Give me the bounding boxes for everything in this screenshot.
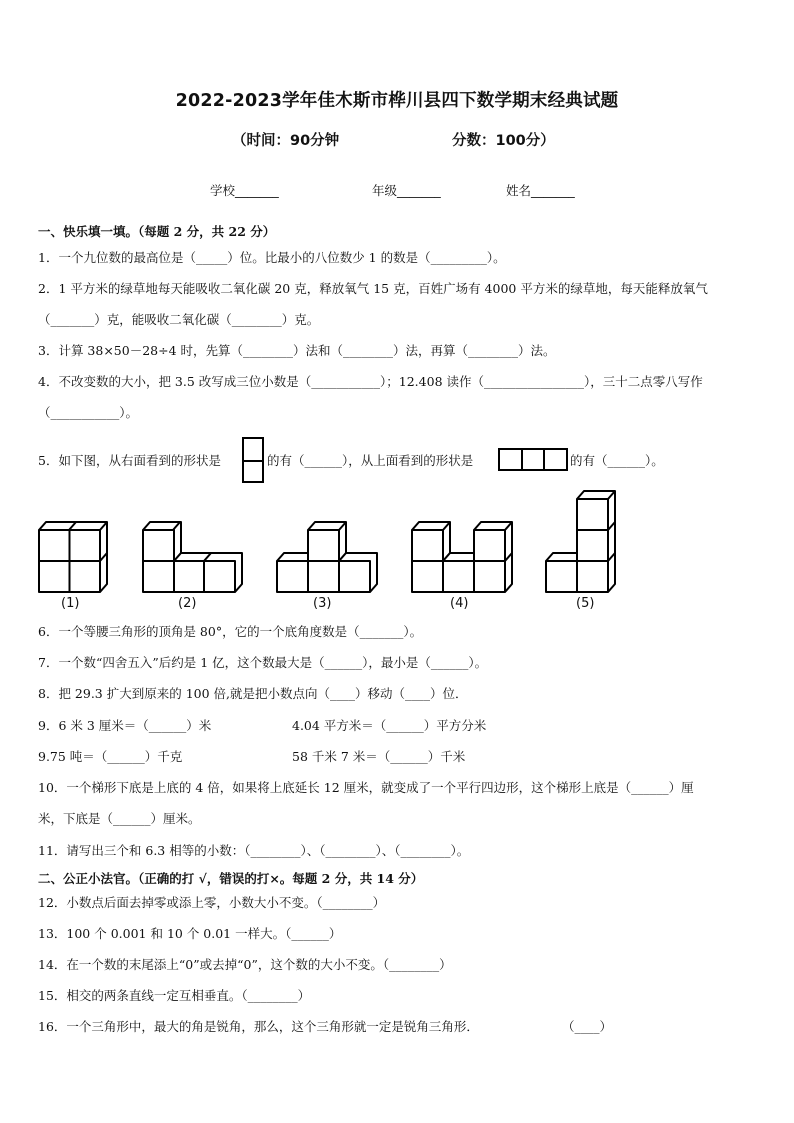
question-8: 8．把 29.3 扩大到原来的 100 倍,就是把小数点向（____）移动（____）位． (38, 686, 468, 701)
figure-5-label: (5) (576, 596, 595, 611)
school-field: 学校_______ (210, 183, 279, 198)
figure-1 (39, 522, 107, 592)
question-14: 14．在一个数的末尾添上“0”或去掉“0”，这个数的大小不变。（________） (38, 957, 452, 972)
figure-3-label: (3) (313, 596, 332, 611)
figure-2 (143, 522, 242, 592)
exam-score: 分数：100分） (452, 133, 555, 149)
figure-1-label: (1) (61, 596, 80, 611)
question-10-line-1: 10．一个梯形下底是上底的 4 倍，如果将上底延长 12 厘米，就变成了一个平行四边形，这个梯形上底是（______）厘 (38, 780, 694, 795)
figure-4 (412, 522, 512, 592)
section-2-heading: 二、公正小法官。（正确的打 √，错误的打×。每题 2 分，共 14 分） (38, 871, 424, 886)
question-7: 7．一个数“四舍五入”后约是 1 亿，这个数最大是（______），最小是（______）。 (38, 655, 488, 670)
question-10-line-2: 米，下底是（______）厘米。 (38, 811, 201, 826)
question-6: 6．一个等腰三角形的顶角是 80°，它的一个底角度数是（_______）。 (38, 624, 423, 639)
name-field: 姓名_______ (506, 183, 575, 198)
section-1-heading: 一、快乐填一填。（每题 2 分，共 22 分） (38, 224, 276, 239)
figure-4-label: (4) (450, 596, 469, 611)
question-5-suffix: 的有（______）。 (570, 453, 664, 468)
question-2-line-2: （_______）克，能吸收二氧化碳（________）克。 (38, 312, 320, 327)
figure-5 (546, 491, 615, 592)
question-9-c: 9.75 吨＝（______）千克 (38, 749, 183, 764)
question-3: 3．计算 38×50－28÷4 时，先算（________）法和（________）法，再算（________）法。 (38, 343, 556, 358)
question-1: 1．一个九位数的最高位是（_____）位。比最小的八位数少 1 的数是（_________）。 (38, 250, 506, 265)
question-16-blank: （____） (562, 1019, 613, 1034)
question-9-b: 4.04 平方米＝（______）平方分米 (292, 718, 487, 733)
right-view-shape (242, 437, 264, 483)
question-5-middle: 的有（______），从上面看到的形状是 (267, 453, 474, 468)
question-12: 12．小数点后面去掉零或添上零，小数大小不变。（________） (38, 895, 386, 910)
question-9-a: 9．6 米 3 厘米＝（______）米 (38, 718, 212, 733)
page-title: 2022-2023学年佳木斯市桦川县四下数学期末经典试题 (175, 91, 619, 111)
question-5-line-2: （___________）。 (38, 405, 139, 420)
top-view-shape (498, 448, 568, 471)
question-11: 11．请写出三个和 6.3 相等的小数：（________）、（________）、（________）。 (38, 843, 470, 858)
question-16: 16．一个三角形中，最大的角是锐角，那么，这个三角形就一定是锐角三角形． (38, 1019, 479, 1034)
exam-time: （时间：90分钟 (232, 133, 340, 149)
question-13: 13．100 个 0.001 和 10 个 0.01 一样大。（______） (38, 926, 342, 941)
figure-3 (277, 522, 377, 592)
question-9-d: 58 千米 7 米＝（______）千米 (292, 749, 466, 764)
question-4-line-1: 4．不改变数的大小，把 3.5 改写成三位小数是（___________）；12.408 读作（________________），三十二点零八写作 (38, 374, 703, 389)
question-2-line-1: 2．1 平方米的绿草地每天能吸收二氧化碳 20 克，释放氧气 15 克，百姓广场有 4000 平方米的绿草地，每天能释放氧气 (38, 281, 708, 296)
question-5-prefix: 5．如下图，从右面看到的形状是 (38, 453, 221, 468)
grade-field: 年级_______ (372, 183, 441, 198)
question-15: 15．相交的两条直线一定互相垂直。（________） (38, 988, 311, 1003)
figure-2-label: (2) (178, 596, 197, 611)
